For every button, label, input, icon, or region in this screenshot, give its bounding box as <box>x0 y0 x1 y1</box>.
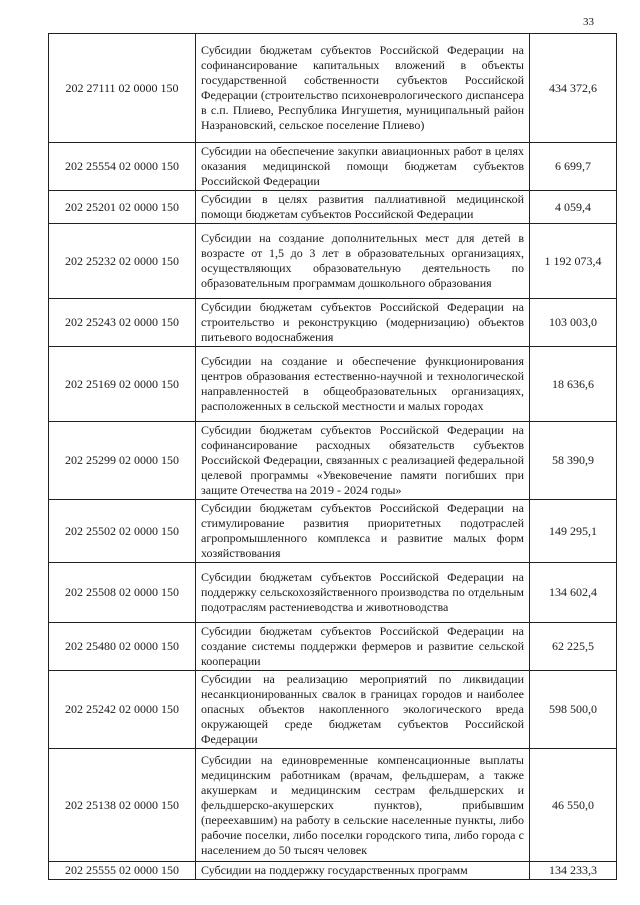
table-row <box>49 34 617 143</box>
description-cell: Субсидии бюджетам субъектов Российской Федерации на стимулирование развития приоритетных подотраслей агропромышленного комплекса и развитие малых форм хозяйствования <box>196 500 530 563</box>
table-row <box>49 563 617 623</box>
budget-code-cell: 202 25232 02 0000 150 <box>49 224 196 299</box>
description-cell: Субсидии бюджетам субъектов Российской Федерации на софинансирование капитальных вложений в объекты государственной собственности субъектов Российской Федерации (строительство психоневрологического диспансера в с.п. Плиево, Республика Ингушетия, муниципальный район Назрановский, сельское поселение Плиево) <box>196 34 530 143</box>
budget-code-cell: 202 25242 02 0000 150 <box>49 671 196 749</box>
description-cell: Субсидии на обеспечение закупки авиационных работ в целях оказания медицинской помощи бюджетам субъектов Российской Федерации <box>196 143 530 191</box>
budget-code-cell: 202 25502 02 0000 150 <box>49 500 196 563</box>
amount-cell: 62 225,5 <box>530 623 617 671</box>
budget-code-cell: 202 25555 02 0000 150 <box>49 862 196 880</box>
description-cell: Субсидии бюджетам субъектов Российской Федерации на софинансирование расходных обязательств субъектов Российской Федерации, связанных с реализацией федеральной целевой программы «Увековечение памяти погибших при защите Отечества на 2019 - 2024 годы» <box>196 422 530 500</box>
amount-cell: 598 500,0 <box>530 671 617 749</box>
table-row <box>49 299 617 347</box>
description-cell: Субсидии на создание дополнительных мест для детей в возрасте от 1,5 до 3 лет в образовательных организациях, осуществляющих образовательную деятельность по образовательным программам дошкольного образования <box>196 224 530 299</box>
budget-code-cell: 202 25554 02 0000 150 <box>49 143 196 191</box>
budget-code-cell: 202 25138 02 0000 150 <box>49 749 196 862</box>
budget-code-cell: 202 27111 02 0000 150 <box>49 34 196 143</box>
table-row <box>49 143 617 191</box>
budget-code-cell: 202 25299 02 0000 150 <box>49 422 196 500</box>
description-cell: Субсидии в целях развития паллиативной медицинской помощи бюджетам субъектов Российской Федерации <box>196 191 530 224</box>
description-cell: Субсидии на реализацию мероприятий по ликвидации несанкционированных свалок в границах городов и наиболее опасных объектов накопленного экологического вреда окружающей среде бюджетам субъектов Российской Федерации <box>196 671 530 749</box>
amount-cell: 103 003,0 <box>530 299 617 347</box>
description-cell: Субсидии на единовременные компенсационные выплаты медицинским работникам (врачам, фельдшерам, а также акушеркам и медицинским сестрам фельдшерских и фельдшерско-акушерских пунктов), прибывшим (переехавшим) на работу в сельские населенные пункты, либо рабочие поселки, либо поселки городского типа, либо города с населением до 50 тысяч человек <box>196 749 530 862</box>
description-cell: Субсидии бюджетам субъектов Российской Федерации на создание системы поддержки фермеров и развитие сельской кооперации <box>196 623 530 671</box>
amount-cell: 46 550,0 <box>530 749 617 862</box>
table-row <box>49 224 617 299</box>
amount-cell: 1 192 073,4 <box>530 224 617 299</box>
table-row <box>49 191 617 224</box>
description-cell: Субсидии на поддержку государственных программ <box>196 862 530 880</box>
table-row <box>49 862 617 880</box>
amount-cell: 58 390,9 <box>530 422 617 500</box>
table-row <box>49 422 617 500</box>
budget-table <box>48 33 617 880</box>
budget-code-cell: 202 25169 02 0000 150 <box>49 347 196 422</box>
page-number: 33 <box>583 16 594 28</box>
description-cell: Субсидии бюджетам субъектов Российской Федерации на строительство и реконструкцию (модернизацию) объектов питьевого водоснабжения <box>196 299 530 347</box>
amount-cell: 134 602,4 <box>530 563 617 623</box>
table-row <box>49 671 617 749</box>
amount-cell: 4 059,4 <box>530 191 617 224</box>
amount-cell: 6 699,7 <box>530 143 617 191</box>
description-cell: Субсидии бюджетам субъектов Российской Федерации на поддержку сельскохозяйственного производства по отдельным подотраслям растениеводства и животноводства <box>196 563 530 623</box>
description-cell: Субсидии на создание и обеспечение функционирования центров образования естественно-научной и технологической направленностей в общеобразовательных организациях, расположенных в сельской местности и малых городах <box>196 347 530 422</box>
budget-code-cell: 202 25508 02 0000 150 <box>49 563 196 623</box>
table-row <box>49 500 617 563</box>
amount-cell: 18 636,6 <box>530 347 617 422</box>
amount-cell: 149 295,1 <box>530 500 617 563</box>
table-row <box>49 623 617 671</box>
budget-code-cell: 202 25243 02 0000 150 <box>49 299 196 347</box>
amount-cell: 434 372,6 <box>530 34 617 143</box>
budget-code-cell: 202 25201 02 0000 150 <box>49 191 196 224</box>
table-row <box>49 749 617 862</box>
table-row <box>49 347 617 422</box>
amount-cell: 134 233,3 <box>530 862 617 880</box>
budget-code-cell: 202 25480 02 0000 150 <box>49 623 196 671</box>
